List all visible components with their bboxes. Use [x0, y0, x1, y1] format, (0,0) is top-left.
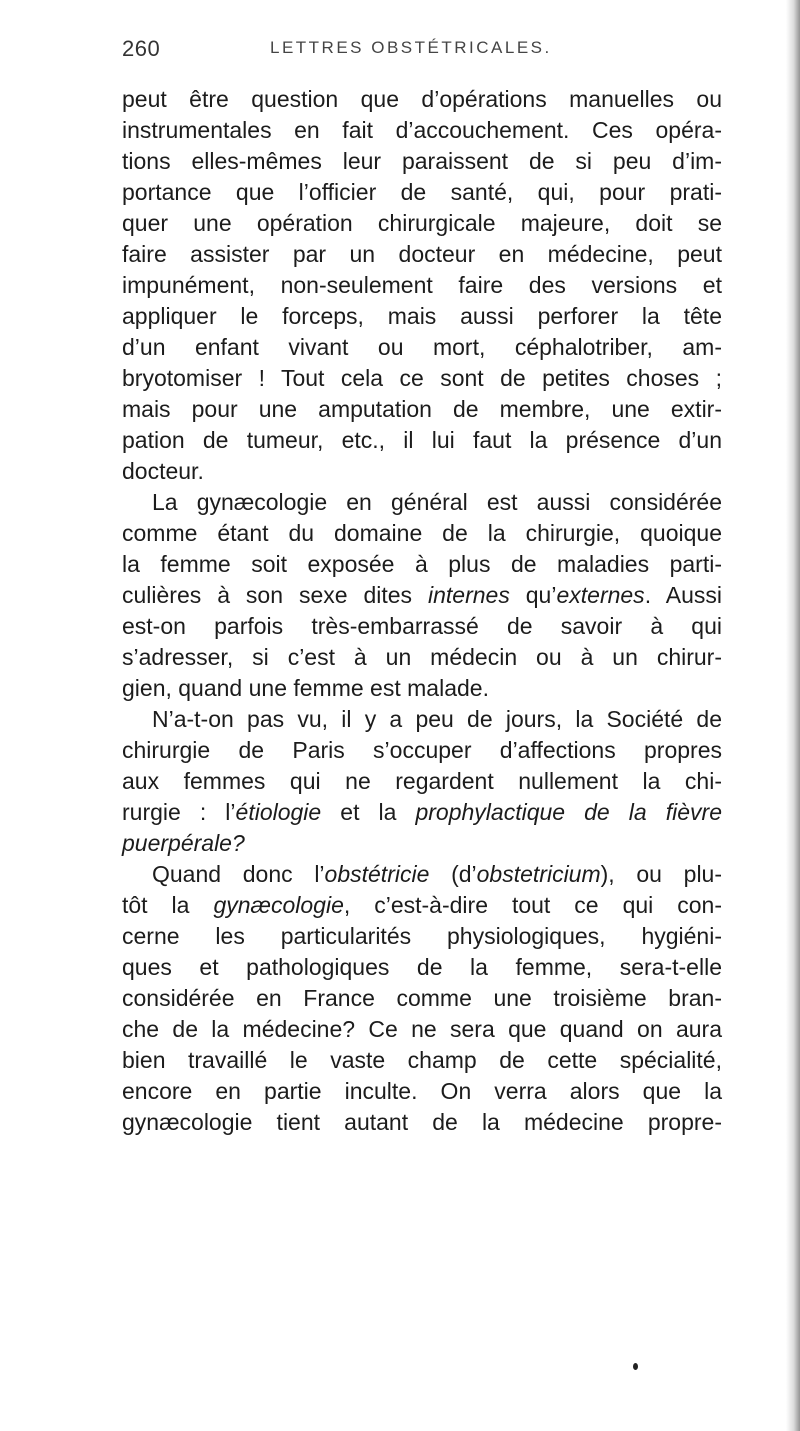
text-line — [122, 673, 722, 704]
text-run: (d’ — [429, 861, 477, 887]
text-line — [122, 983, 722, 1014]
text-line — [122, 177, 722, 208]
text-run: bryotomiser ! Tout cela ce sont de petites choses ; — [122, 365, 722, 391]
text-run: gien, quand une femme est malade. — [122, 675, 489, 701]
text-line — [122, 735, 722, 766]
text-line — [122, 797, 722, 828]
text-line — [122, 1107, 722, 1138]
body-text — [122, 84, 722, 1138]
italic-text: prophylactique de la fièvre — [415, 799, 722, 825]
text-run: la femme soit exposée à plus de maladies parti- — [122, 551, 722, 577]
text-line — [122, 332, 722, 363]
text-line — [122, 1076, 722, 1107]
text-run: quer une opération chirurgicale majeure, doit se — [122, 210, 722, 236]
text-run: encore en partie inculte. On verra alors que la — [122, 1078, 722, 1104]
text-line — [122, 301, 722, 332]
page-number: 260 — [122, 36, 161, 61]
text-run: culières à son sexe dites — [122, 582, 428, 608]
text-line — [122, 239, 722, 270]
text-run: qu’ — [509, 582, 557, 608]
ink-speck — [633, 1363, 638, 1370]
text-line — [122, 611, 722, 642]
text-line — [122, 518, 722, 549]
text-run: che de la médecine? Ce ne sera que quand on aura — [122, 1016, 722, 1042]
text-run: tôt la — [122, 892, 214, 918]
text-run: rurgie : l’ — [122, 799, 236, 825]
text-run: appliquer le forceps, mais aussi perforer la tête — [122, 303, 722, 329]
italic-text: étiologie — [235, 799, 322, 825]
running-head — [122, 36, 722, 66]
text-line — [122, 487, 722, 518]
italic-text: obstétricie — [324, 861, 430, 887]
text-line — [122, 549, 722, 580]
page-edge-shadow — [786, 0, 800, 1431]
text-line — [122, 580, 722, 611]
italic-text: puerpérale? — [122, 830, 245, 856]
text-run: considérée en France comme une troisième bran- — [122, 985, 722, 1011]
text-run: faire assister par un docteur en médecine, peut — [122, 241, 722, 267]
text-run: pation de tumeur, etc., il lui faut la présence d’un — [122, 427, 722, 453]
text-run: docteur. — [122, 458, 204, 484]
text-run: aux femmes qui ne regardent nullement la chi- — [122, 768, 722, 794]
text-line — [122, 115, 722, 146]
text-line — [122, 270, 722, 301]
text-line — [122, 394, 722, 425]
text-line — [122, 890, 722, 921]
text-line — [122, 766, 722, 797]
text-run: Quand donc l’ — [152, 861, 325, 887]
text-run: s’adresser, si c’est à un médecin ou à un chirur- — [122, 644, 722, 670]
italic-text: externes — [556, 582, 645, 608]
text-line — [122, 146, 722, 177]
italic-text: internes — [428, 582, 510, 608]
text-line — [122, 704, 722, 735]
text-run: bien travaillé le vaste champ de cette spécialité, — [122, 1047, 722, 1073]
text-run: . Aussi — [644, 582, 722, 608]
text-line — [122, 859, 722, 890]
text-run: et la — [321, 799, 416, 825]
text-run: , c’est-à-dire tout ce qui con- — [343, 892, 722, 918]
text-line — [122, 1014, 722, 1045]
text-line — [122, 828, 722, 859]
italic-text: gynæcologie — [213, 892, 344, 918]
italic-text: obstetricium — [476, 861, 601, 887]
text-run: est-on parfois très-embarrassé de savoir à qui — [122, 613, 722, 639]
text-line — [122, 921, 722, 952]
text-run: d’un enfant vivant ou mort, céphalotriber, am- — [122, 334, 722, 360]
text-run: chirurgie de Paris s’occuper d’affections propres — [122, 737, 722, 763]
text-line — [122, 456, 722, 487]
text-run: comme étant du domaine de la chirurgie, quoique — [122, 520, 722, 546]
text-line — [122, 363, 722, 394]
text-run: mais pour une amputation de membre, une extir- — [122, 396, 722, 422]
text-line — [122, 642, 722, 673]
text-run: portance que l’officier de santé, qui, pour prati- — [122, 179, 722, 205]
text-run: ), ou plu- — [600, 861, 723, 887]
text-line — [122, 84, 722, 115]
text-run: cerne les particularités physiologiques, hygiéni- — [122, 923, 722, 949]
text-run: tions elles-mêmes leur paraissent de si peu d’im- — [122, 148, 722, 174]
text-run: instrumentales en fait d’accouchement. Ces opéra- — [122, 117, 722, 143]
text-line — [122, 1045, 722, 1076]
text-run: gynæcologie tient autant de la médecine propre- — [122, 1109, 722, 1135]
text-run: ques et pathologiques de la femme, sera-t-elle — [122, 954, 722, 980]
text-line — [122, 952, 722, 983]
text-run: peut être question que d’opérations manuelles ou — [122, 86, 722, 112]
text-run: La gynæcologie en général est aussi considérée — [152, 489, 722, 515]
text-line — [122, 425, 722, 456]
text-run: impunément, non-seulement faire des versions et — [122, 272, 722, 298]
text-line — [122, 208, 722, 239]
running-title: LETTRES OBSTÉTRICALES. — [270, 38, 552, 57]
text-run: N’a-t-on pas vu, il y a peu de jours, la Société de — [152, 706, 722, 732]
